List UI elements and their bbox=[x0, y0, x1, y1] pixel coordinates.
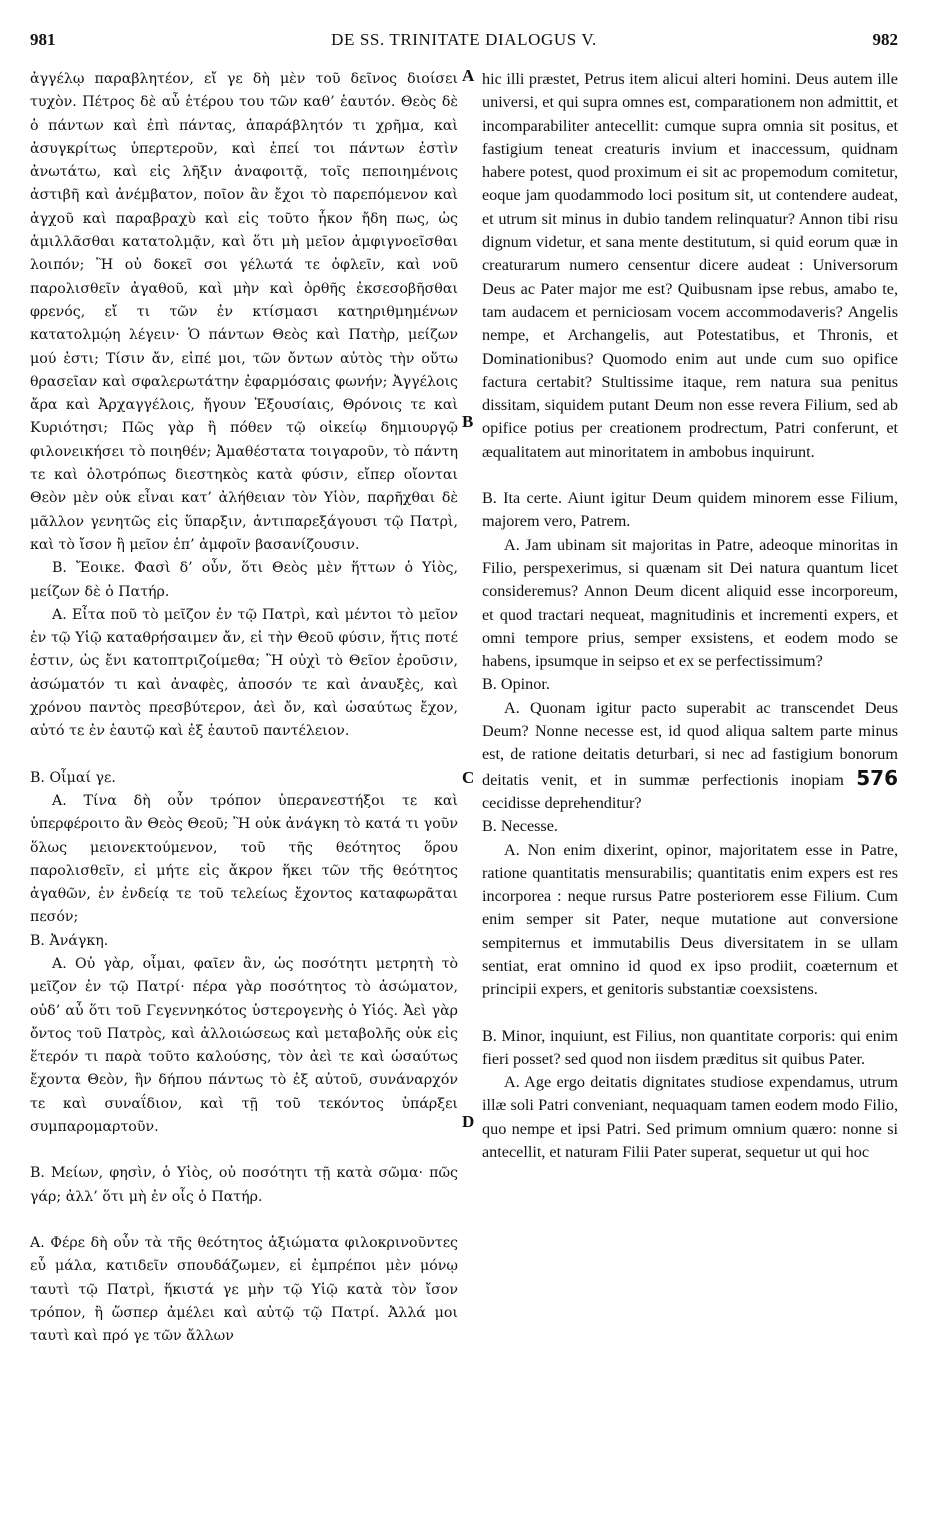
margin-letter-a: A bbox=[462, 66, 475, 85]
margin-letter-d: D bbox=[462, 1112, 475, 1131]
latin-paragraph: B. Minor, inquiunt, est Filius, non quantitate corporis: qui enim fieri posset? sed quod non iisdem præditus sit quibus Pater. bbox=[482, 1026, 898, 1068]
margin-letter-b: B bbox=[462, 412, 474, 431]
page-number-right: 982 bbox=[872, 30, 898, 49]
latin-paragraph: B. Opinor. bbox=[482, 675, 550, 694]
margin-letter-c: C bbox=[462, 768, 475, 787]
latin-text: cecidisse deprehenditur? bbox=[482, 793, 642, 812]
latin-paragraph: B. Ita certe. Aiunt igitur Deum quidem minorem esse Filium, majorem vero, Patrem. bbox=[482, 489, 898, 531]
greek-column bbox=[30, 68, 458, 1348]
greek-paragraph: Α. Φέρε δὴ οὖν τὰ τῆς θεότητος ἀξιώματα φιλοκρινοῦντες εὖ μάλα, κατιδεῖν σπουδάζωμεν, εἰ ἐμπρέποι μὲν μόνῳ ταυτὶ τῷ Πατρὶ, ἥκιστά γε μὴν τῷ Υἱῷ κατὰ τὸν ἴσον τρόπον, ἢ ὥσπερ ἀμέλει καὶ αὐτῷ τῷ Πατρί. Ἀλλά μοι ταυτὶ καὶ πρό γε τῶν ἄλλων bbox=[30, 1234, 458, 1345]
greek-paragraph: ἀγγέλῳ παραβλητέον, εἴ γε δὴ μὲν τοῦ δεῖνος διοίσει τυχὸν. Πέτρος δὲ αὖ ἑτέρου του τῶν καθ’ ἑαυτόν. Θεὸς δὲ ὁ πάντων καὶ ἐπὶ πάντας, ἀπαράβλητόν τι χρῆμα, καὶ ἀσυγκρίτως ὑπερτεροῦν, καὶ ἐπεί τοι πάντων ἐστὶν ἀνωτάτω, καὶ εἰς λῆξιν ἀναφοιτᾷ, τοῖς πεποιημένοις ἀστιβῆ καὶ ἀνέμβατον, ποῖον ἂν ἔχοι τὸ παρεπόμενον καὶ ἀγχοῦ καὶ παραβραχὺ καὶ εἰς τοῦτο ἧκον ἤδη πως, ὡς ἁμιλλᾶσθαι κατατολμᾷν, καὶ ὅτι μὴ μεῖον ἀμφιγνοεῖσθαι λοιπόν; Ἢ οὐ δοκεῖ σοι γέλωτά τε ὀφλεῖν, καὶ νοῦ παρολισθεῖν ἀγαθοῦ, καὶ μὴν καὶ ὀρθῆς ἐκσεσοβῆσθαι φρενός, εἴ τι τῶν ἐν κτίσμασι κατηριθμημένων κατατολμῴη λέγειν· Ὁ πάντων Θεὸς καὶ Πατὴρ, μείζων μού ἐστι; Τίσιν ἄν, εἰπέ μοι, τῶν ὄντων αὐτὸς τὴν οὕτω θρασεῖαν καὶ σφαλερωτάτην ἐφαρμόσαις φωνήν; Ἀγγέλοις ἄρα καὶ Ἀρχαγγέλοις, ἤγουν Ἐξουσίαις, Θρόνοις τε καὶ Κυριότησι; Πῶς γὰρ ἢ πόθεν τῷ οἰκείῳ δημιουργῷ φιλονεικήσει τὸ ποιηθέν; Ἀμαθέστατα τοιγαροῦν, τὸ πάντη τε καὶ ὁλοτρόπως διεστηκὸς κατὰ φύσιν, εἴπερ οἴονται Θεὸν μὲν οὐκ εἶναι κατ’ ἀλήθειαν τὸν Υἱὸν, παρῆχθαι δὲ μᾶλλον γενητῶς εἰς ὕπαρξιν, ἀντιπαρεξάγουσι τῷ Πατρὶ, καὶ τὸ ἴσον ἢ μεῖον ἐπ’ ἀμφοῖν βασανίζουσιν. bbox=[30, 71, 458, 553]
latin-column bbox=[482, 68, 898, 1164]
greek-paragraph: Α. Τίνα δὴ οὖν τρόπον ὑπερανεστήξοι τε καὶ ὑπερφέροιτο ἂν Θεὸς Θεοῦ; Ἢ οὐκ ἀνάγκη τὸ κατά τι γοῦν ὅλως μειονεκτούμενον, τοῦ τῆς θεότητος ὅρου παρολισθεῖν, εἰ μήτε εἰς ἄκρον ἥκει τῶν τῆς θεότητος ἀγαθῶν, ἐν ἐνδείᾳ τε τοῦ τελείως ἔχοντος καταφωρᾶται πεσόν; bbox=[30, 792, 458, 926]
latin-paragraph: A. Jam ubinam sit majoritas in Patre, adeoque minoritas in Filio, perspexerimus, si quænam sit Dei natura quantum licet consideremus? Annon Deum dicent aliquid esse incorporeum, et quod tractari nequeat, magnitudinis et incrementi expers, et omni tempore prius, semper exsistens, et eodem modo se habens, ipsumque in seipso et ex se perfectissimum? bbox=[482, 535, 898, 671]
greek-paragraph: Β. Ἔοικε. Φασὶ δ’ οὖν, ὅτι Θεὸς μὲν ἥττων ὁ Υἱὸς, μείζων δὲ ὁ Πατήρ. bbox=[30, 560, 458, 600]
page-header bbox=[30, 30, 898, 54]
latin-paragraph: A. Non enim dixerint, opinor, majoritatem esse in Patre, ratione quantitatis mensurabilis; quantitatis enim expers est res incorporea : neque rursus Patre posteriorem esse Filium. Cum enim semper sit Pater, neque mutatione aut conversione sempiternus et immutabilis Deus diversitatem in se ullam sentiat, erat omnino id quod ex ipso prodiit, coæternum et principii expers, et genitoris substantiæ coexsistens. bbox=[482, 840, 898, 999]
page-number-left: 981 bbox=[30, 30, 56, 49]
latin-paragraph bbox=[482, 697, 898, 815]
edition-page-number: 576 bbox=[856, 765, 899, 790]
latin-paragraph: hic illi præstet, Petrus item alicui alteri homini. Deus autem ille universi, et qui supra omnes est, comparationem non admittit, et incomparabiliter antecellit: cumque supra omnia sit positus, et fastigium teneat creaturis invium et inaccessum, quidnam habere potest, quod proximum ei sit ac propemodum comitetur, eoque jam quodammodo loci positum sit, ut contendere audeat, et utrum sit minus in dubio tandem relinquatur? Annon tibi risu dignum videtur, et sana mente destitutum, si quid eorum quæ in creaturarum numero censentur dicere audeat : Universorum Deus ac Pater major me est? Quibusnam ipse rebus, amabo te, tam audacem et perniciosam vocem accommodaveris? Angelis nempe, et Archangelis, aut Potestatibus, et Thronis, et Dominationibus? Quomodo enim aut unde cum suo opifice factura certabit? Stultissime itaque, rem natura sua penitus dissitam, siquidem putant Deum non esse revera Filium, sed ab opifice potius per creationem prodrectum, Patri conferunt, et æqualitatem aut minoritatem in ambobus inquirunt. bbox=[482, 70, 898, 461]
latin-paragraph: A. Age ergo deitatis dignitates studiose expendamus, utrum illæ soli Patri conveniant, nequaquam tamen eodem modo Filio, quo nempe et ipsi Patri. Sed primum omnium quæro: nonne si antecellit, et naturam Filii Pater superat, sequetur ut qui hoc bbox=[482, 1073, 898, 1162]
greek-paragraph: Β. Μείων, φησὶν, ὁ Υἱὸς, οὐ ποσότητι τῇ κατὰ σῶμα· πῶς γάρ; ἀλλ’ ὅτι μὴ ἐν οἷς ὁ Πατήρ. bbox=[30, 1165, 458, 1205]
greek-paragraph: Α. Οὐ γὰρ, οἶμαι, φαῖεν ἂν, ὡς ποσότητι μετρητὴ τὸ μεῖζον ἐν τῷ Πατρί· πέρα γὰρ ποσότητος τὸ ἀσώματον, οὐδ’ αὖ ὅτι τοῦ Γεγεννηκότος ὑστερογενὴς ὁ Υἱός. Ἀεὶ γὰρ ὄντος τοῦ Πατρὸς, καὶ ἀλλοιώσεως καὶ μεταβολῆς οὐκ εἰς ἕτερόν τι παρὰ τοῦτο καλούσης, τὸν ἀεὶ τε καὶ ὡσαύτως ἔχοντα Θεὸν, ἣν δήπου πάντως τὸ ἐξ αὐτοῦ, συνάναρχόν τε καὶ συναΐδιον, καὶ τῇ τοῦ τεκόντος ὑπάρξει συμπαρομαρτοῦν. bbox=[30, 955, 458, 1136]
greek-paragraph: Β. Οἶμαί γε. bbox=[30, 769, 116, 786]
greek-paragraph: Α. Εἶτα ποῦ τὸ μεῖζον ἐν τῷ Πατρὶ, καὶ μέντοι τὸ μεῖον ἐν τῷ Υἱῷ καταθρήσαιμεν ἄν, εἰ τὴν Θεοῦ φύσιν, ἥτις ποτέ ἐστιν, ὡς ἔνι κατοπτριζοίμεθα; Ἢ οὐχὶ τὸ Θεῖον ἐροῦσιν, ἀσώματόν τι καὶ ἀναφὲς, ἀποσόν τε καὶ ἀναυξὲς, καὶ χρόνου παντὸς πρεσβύτερον, ἀεὶ ὄν, καὶ ὡσαύτως ἔχον, αὐτό τε ἐν ἑαυτῷ καὶ ἐξ ἑαυτοῦ παντέλειον. bbox=[30, 606, 458, 740]
latin-text: A. Quonam igitur pacto superabit ac transcendet Deus Deum? Nonne necesse est, id quod aliqua saltem parte minus est, de ratione deitatis deturbari, si nec ad fastigium bonorum deitatis venit, et in summæ perfectionis inopiam bbox=[482, 698, 898, 789]
latin-paragraph: B. Necesse. bbox=[482, 817, 558, 836]
running-title: DE SS. TRINITATE DIALOGUS V. bbox=[331, 30, 597, 49]
greek-paragraph: Β. Ἀνάγκη. bbox=[30, 932, 109, 949]
